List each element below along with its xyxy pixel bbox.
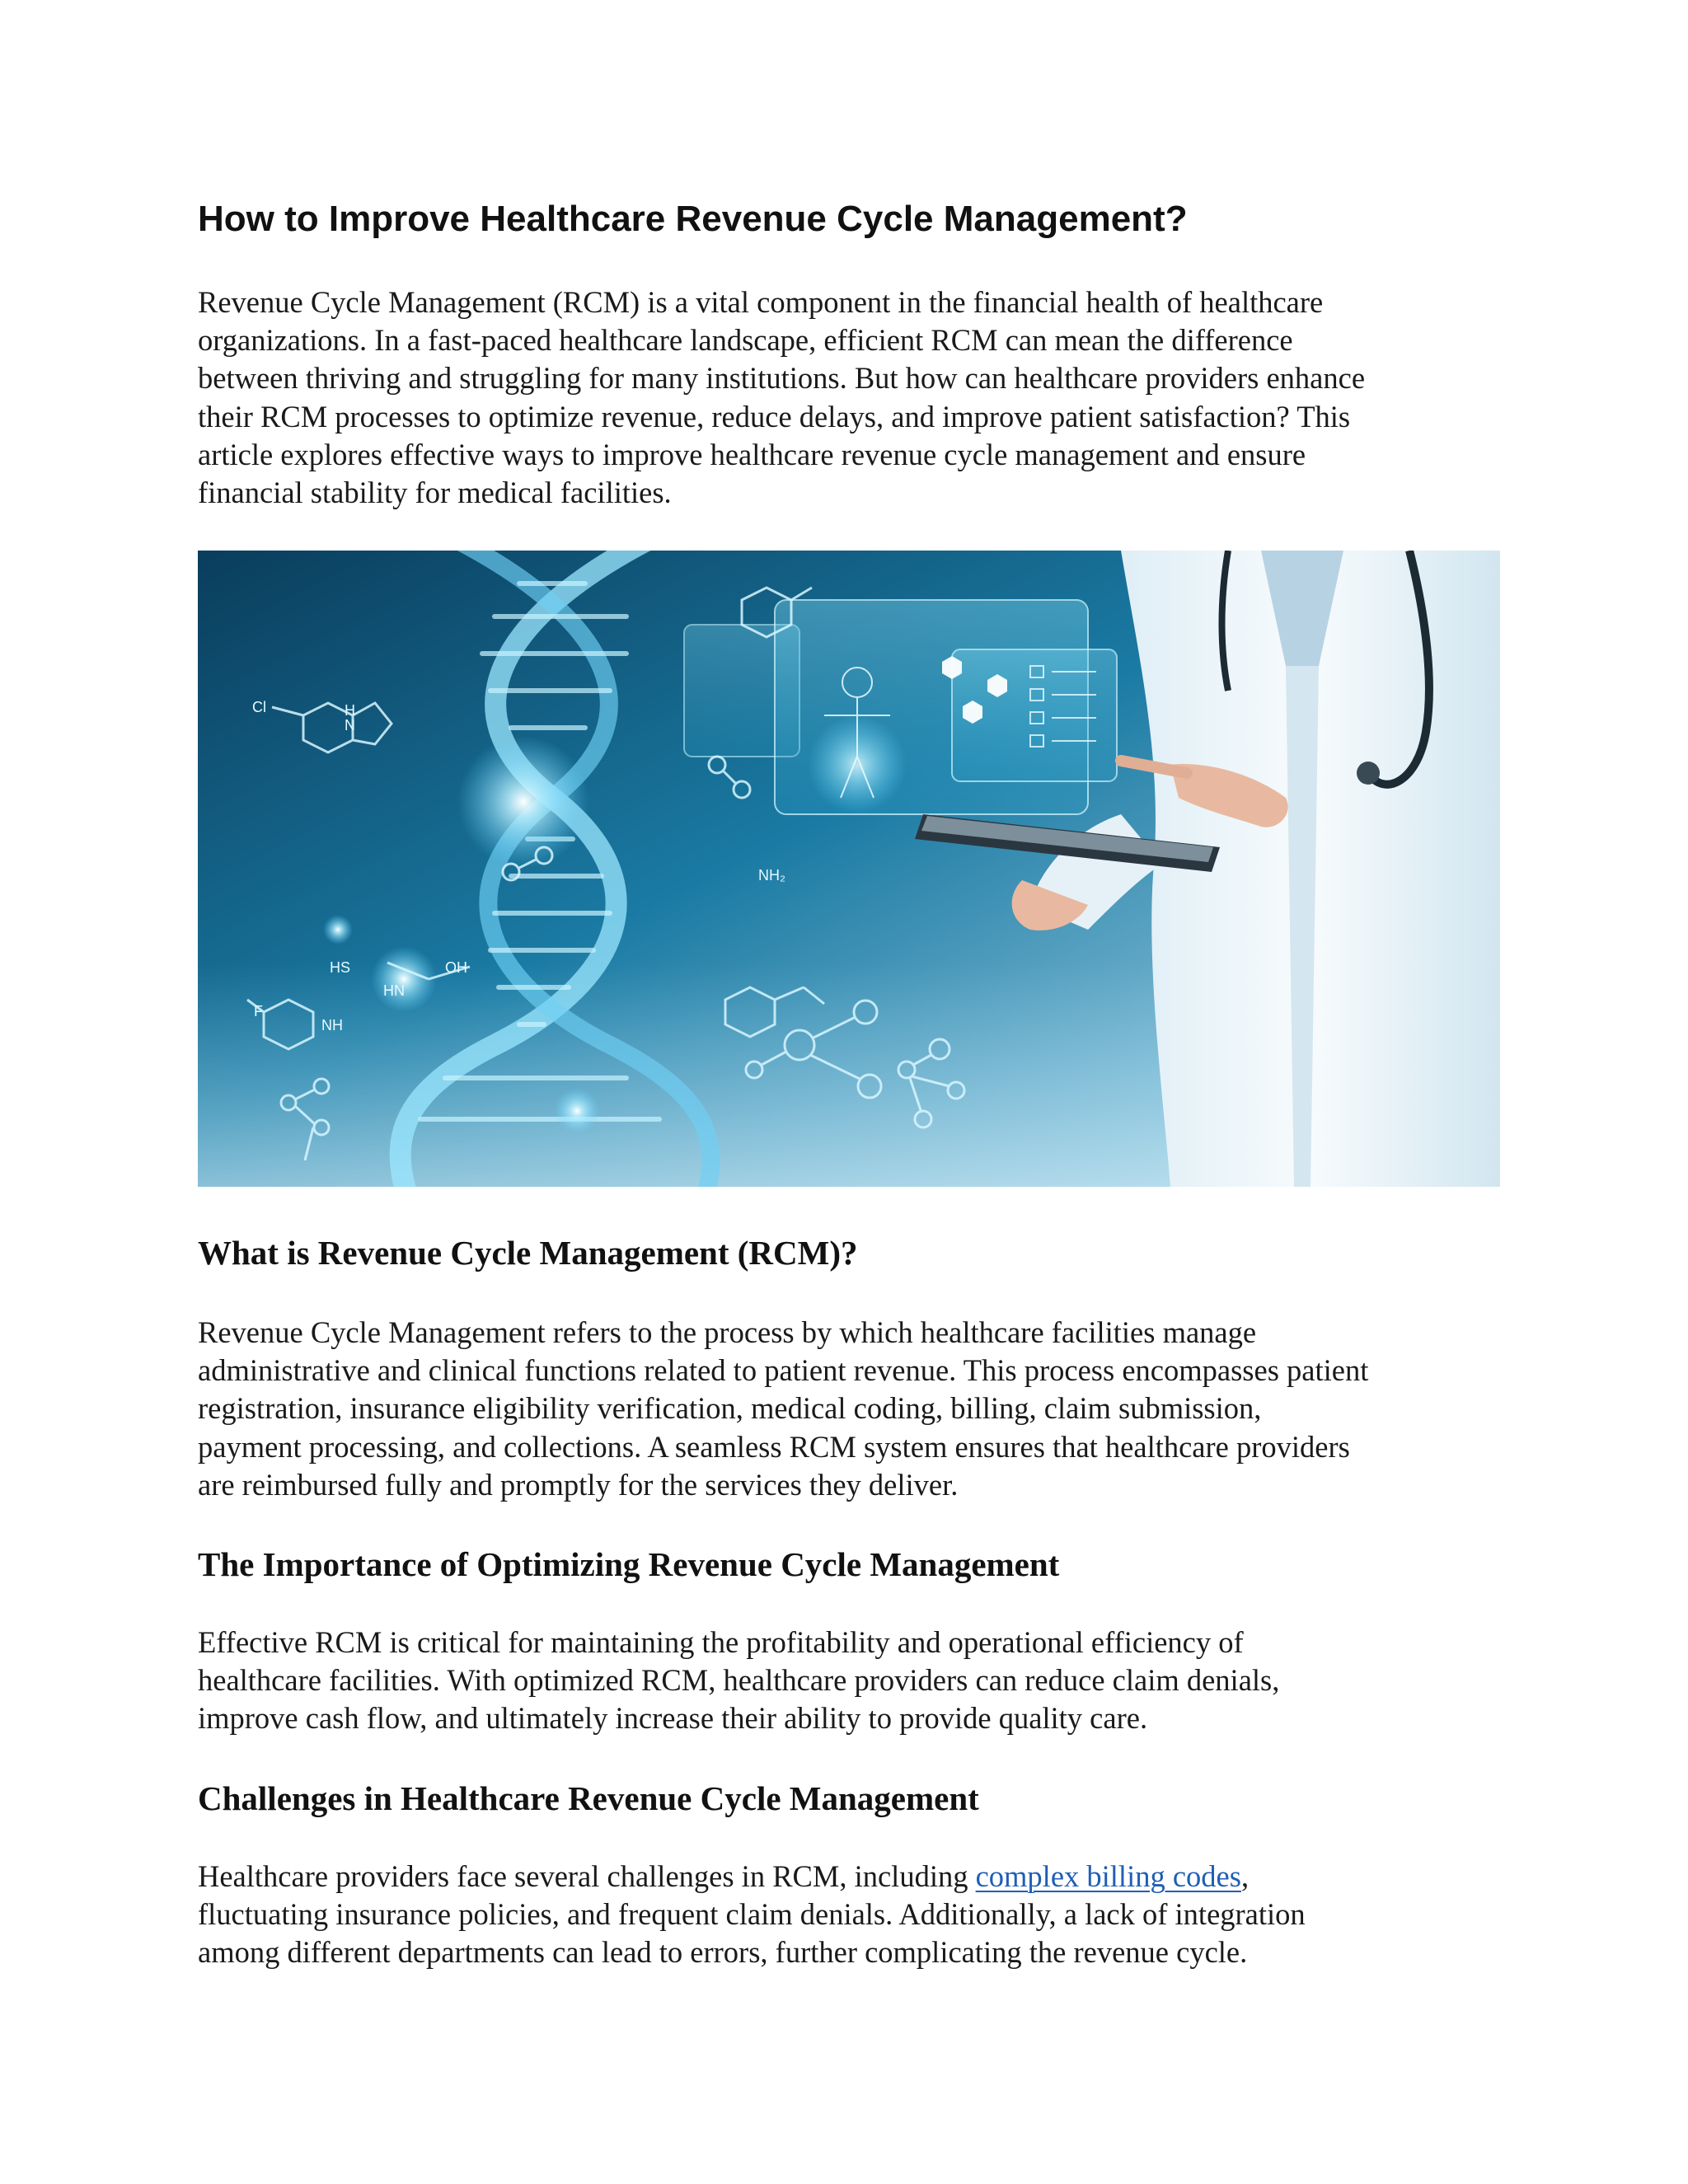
hero-illustration <box>198 551 1500 1187</box>
section-paragraph-what-is-rcm <box>198 1314 1500 1504</box>
section-paragraph-importance <box>198 1624 1500 1738</box>
paragraph-line: Revenue Cycle Management refers to the process by which healthcare facilities manage <box>198 1315 1257 1349</box>
label-f: F <box>254 1003 263 1019</box>
complex-billing-codes-link[interactable]: complex billing codes <box>975 1859 1241 1893</box>
paragraph-line: registration, insurance eligibility verification, medical coding, billing, claim submission, <box>198 1391 1262 1426</box>
intro-line: between thriving and struggling for many institutions. But how can healthcare providers enhance <box>198 361 1366 396</box>
text-after-link: , <box>1240 1859 1250 1893</box>
label-nh2: NH₂ <box>758 867 785 883</box>
label-oh: OH <box>445 959 467 976</box>
intro-line: article explores effective ways to improve healthcare revenue cycle management and ensure <box>198 437 1306 471</box>
hero-image-dna-doctor-tablet <box>198 551 1500 1187</box>
label-h: H <box>345 702 355 719</box>
light-orb <box>457 736 589 868</box>
intro-line: financial stability for medical facilities. <box>198 476 672 510</box>
article-title: How to Improve Healthcare Revenue Cycle Management? <box>198 199 1188 239</box>
section-heading-challenges: Challenges in Healthcare Revenue Cycle Management <box>198 1779 979 1817</box>
paragraph-line: improve cash flow, and ultimately increase their ability to provide quality care. <box>198 1701 1148 1736</box>
intro-paragraph <box>198 284 1500 512</box>
intro-line: Revenue Cycle Management (RCM) is a vital component in the financial health of healthcare <box>198 285 1324 319</box>
section-paragraph-challenges <box>198 1858 1500 1972</box>
paragraph-line: are reimbursed fully and promptly for the services they deliver. <box>198 1467 959 1502</box>
label-hn: HN <box>383 982 405 999</box>
paragraph-line: among different departments can lead to errors, further complicating the revenue cycle. <box>198 1935 1248 1970</box>
paragraph-line: Effective RCM is critical for maintaining the profitability and operational efficiency of <box>198 1625 1244 1659</box>
paragraph-line: payment processing, and collections. A seamless RCM system ensures that healthcare providers <box>198 1429 1350 1464</box>
section-heading-what-is-rcm: What is Revenue Cycle Management (RCM)? <box>198 1234 858 1272</box>
intro-line: their RCM processes to optimize revenue, reduce delays, and improve patient satisfaction? This <box>198 399 1351 434</box>
label-hs: HS <box>330 959 351 976</box>
label-nh: NH <box>321 1017 343 1033</box>
paragraph-line <box>198 1858 1500 1896</box>
text-before-link: Healthcare providers face several challenges in RCM, including <box>198 1859 976 1893</box>
label-cl: Cl <box>252 699 266 715</box>
paragraph-line: fluctuating insurance policies, and frequent claim denials. Additionally, a lack of integration <box>198 1897 1306 1932</box>
intro-line: organizations. In a fast-paced healthcare landscape, efficient RCM can mean the difference <box>198 323 1293 358</box>
paragraph-line: healthcare facilities. With optimized RCM, healthcare providers can reduce claim denials, <box>198 1663 1280 1698</box>
paragraph-line: administrative and clinical functions related to patient revenue. This process encompasses patient <box>198 1353 1369 1388</box>
section-heading-importance: The Importance of Optimizing Revenue Cycle Management <box>198 1545 1060 1583</box>
light-orb <box>554 1088 600 1134</box>
label-n: N <box>345 717 355 733</box>
light-orb <box>323 915 353 944</box>
